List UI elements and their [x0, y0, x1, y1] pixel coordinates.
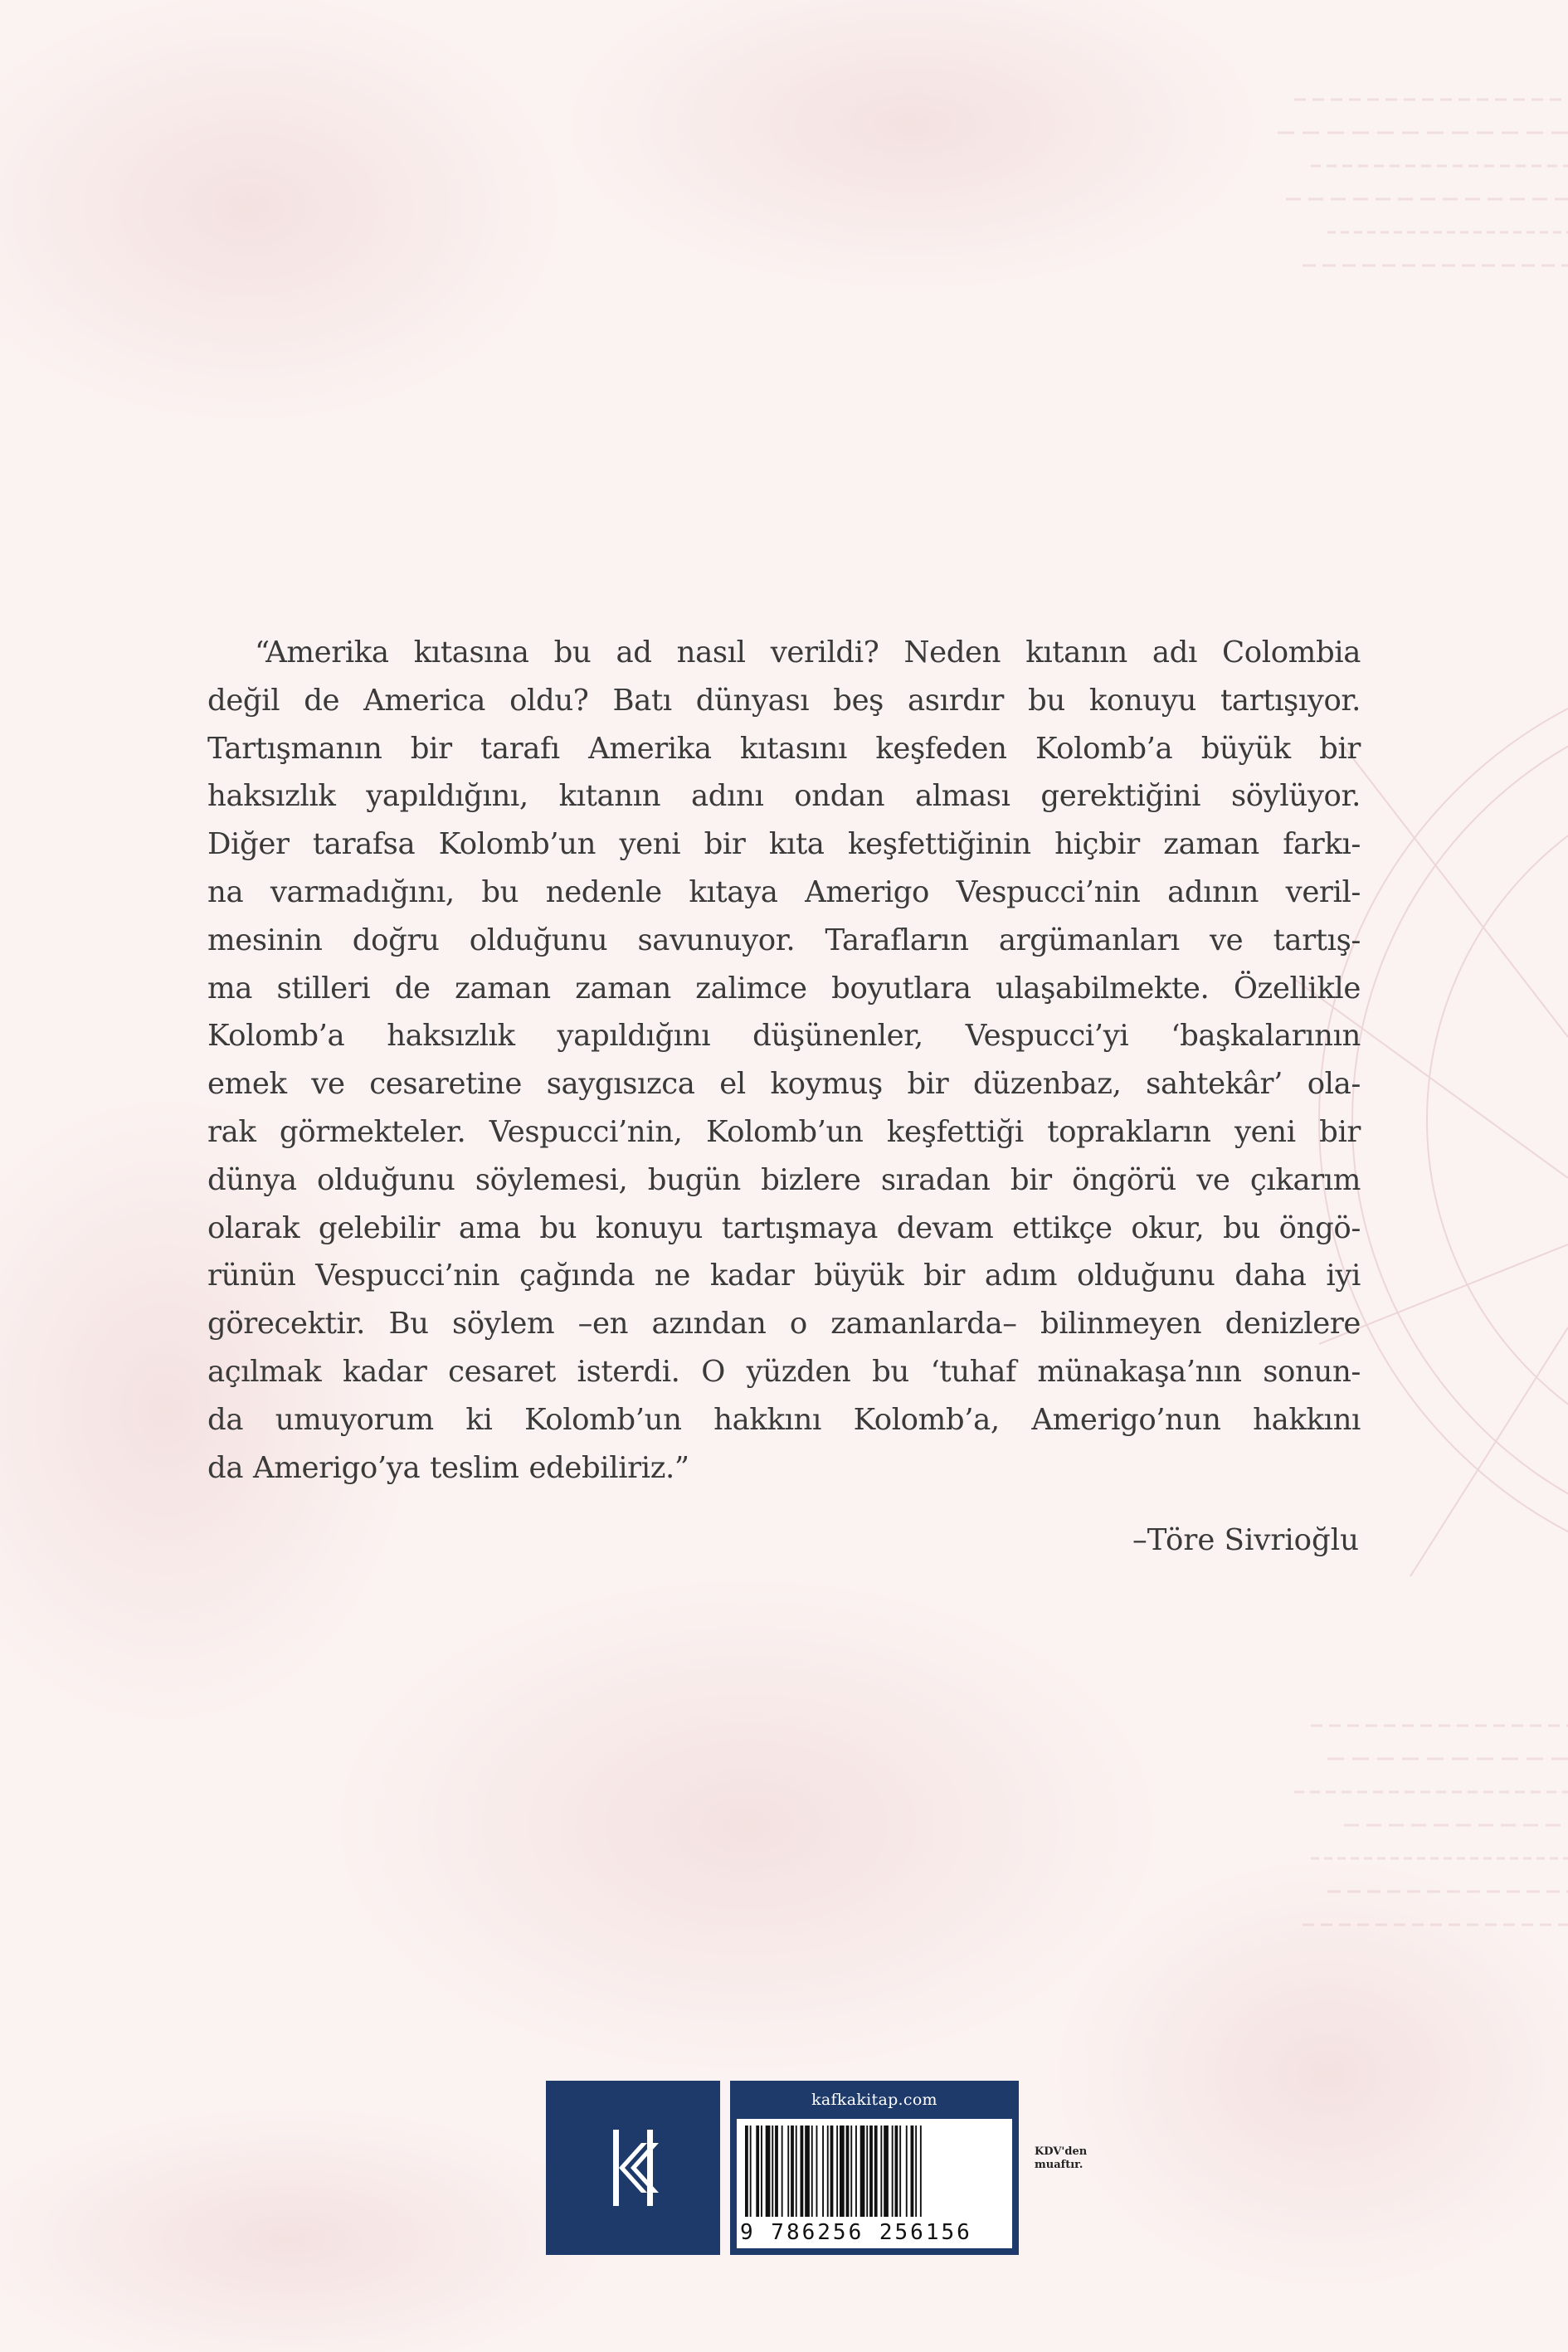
- quote-line: emek ve cesaretine saygısızca el koymuş bir düzenbaz, sahtekâr’ ola-: [207, 1067, 1361, 1102]
- barcode-bar: [827, 2126, 829, 2217]
- barcode-bar: [816, 2126, 818, 2217]
- barcode-bar: [874, 2126, 878, 2217]
- barcode-bar: [869, 2126, 873, 2217]
- barcode-bar: [860, 2126, 865, 2217]
- barcode-block: [730, 2081, 1019, 2255]
- barcode-bar: [756, 2126, 759, 2217]
- quote-line: rünün Vespucci’nin çağında ne kadar büyük bir adım olduğunu daha iyi: [207, 1259, 1361, 1293]
- barcode-bar: [884, 2126, 889, 2217]
- quote-line: rak görmekteler. Vespucci’nin, Kolomb’un keşfettiği toprakların yeni bir: [207, 1114, 1361, 1149]
- barcode-bar: [911, 2126, 914, 2217]
- quote-line: Diğer tarafsa Kolomb’un yeni bir kıta keşfettiğinin hiçbir zaman farkı-: [207, 827, 1361, 862]
- barcode-bar: [840, 2126, 845, 2217]
- quote-line: “Amerika kıtasına bu ad nasıl verildi? Neden kıtanın adı Colombia: [255, 635, 1361, 670]
- barcode-bar: [750, 2126, 752, 2217]
- barcode-bar: [805, 2126, 810, 2217]
- quote-line: ma stilleri de zaman zaman zalimce boyutlara ulaşabilmekte. Özellikle: [207, 971, 1361, 1006]
- barcode-bar: [745, 2126, 748, 2217]
- barcode-bar: [866, 2126, 868, 2217]
- barcode-bar: [772, 2126, 773, 2217]
- isbn-number: 9 786256 256156: [740, 2220, 972, 2245]
- barcode-bar: [906, 2126, 908, 2217]
- quote-attribution: –Töre Sivrioğlu: [1132, 1523, 1359, 1557]
- barcode-bar: [761, 2126, 762, 2217]
- barcode-bar: [855, 2126, 857, 2217]
- barcode-bar: [796, 2126, 797, 2217]
- quote-line: na varmadığını, bu nedenle kıtaya Amerigo Vespucci’nin adının veril-: [207, 874, 1361, 909]
- quote-line: da umuyorum ki Kolomb’un hakkını Kolomb’a, Amerigo’nun hakkını: [207, 1402, 1361, 1437]
- tax-note: [1035, 2145, 1093, 2172]
- barcode-bar: [791, 2126, 794, 2217]
- isbn-barcode-panel: [737, 2119, 1012, 2248]
- barcode-bar: [920, 2126, 922, 2217]
- quote-line: dünya olduğunu söylemesi, bugün bizlere sıradan bir öngörü ve çıkarım: [207, 1162, 1361, 1197]
- quote-line: Kolomb’a haksızlık yapıldığını düşünenler, Vespucci’yi ‘başkalarının: [207, 1019, 1361, 1054]
- barcode-bar: [899, 2126, 901, 2217]
- quote-line: açılmak kadar cesaret isterdi. O yüzden bu ‘tuhaf münakaşa’nın sonun-: [207, 1354, 1361, 1389]
- barcode-bar: [782, 2126, 783, 2217]
- barcode-bar: [880, 2126, 882, 2217]
- barcode-bar: [850, 2126, 852, 2217]
- quote-line: Tartışmanın bir tarafı Amerika kıtasını keşfeden Kolomb’a büyük bir: [207, 731, 1361, 766]
- barcode-bar: [822, 2126, 824, 2217]
- barcode-bar: [846, 2126, 850, 2217]
- publisher-website: kafkakitap.com: [811, 2091, 937, 2109]
- quote-line: mesinin doğru olduğunu savunuyor. Tarafların argümanları ve tartış-: [207, 923, 1361, 957]
- barcode-bar: [801, 2126, 804, 2217]
- quote-line: görecektir. Bu söylem –en azından o zamanlarda– bilinmeyen denizlere: [207, 1307, 1361, 1342]
- tax-note-line-2: muaftır.: [1035, 2159, 1083, 2171]
- quote-line: da Amerigo’ya teslim edebiliriz.”: [207, 1450, 689, 1485]
- publisher-logo: [546, 2081, 720, 2255]
- barcode-bar: [811, 2126, 813, 2217]
- quote-line: olarak gelebilir ama bu konuyu tartışmaya devam ettikçe okur, bu öngö-: [207, 1210, 1361, 1245]
- barcode-bar: [766, 2126, 771, 2217]
- barcode-bar: [775, 2126, 778, 2217]
- barcode-bar: [830, 2126, 834, 2217]
- tax-note-line-1: KDV'den: [1035, 2145, 1088, 2158]
- barcode-bar: [892, 2126, 894, 2217]
- quote-line: değil de America oldu? Batı dünyası beş asırdır bu konuyu tartışıyor.: [207, 683, 1361, 718]
- barcode-bar: [787, 2126, 789, 2217]
- barcode-bar: [836, 2126, 838, 2217]
- barcode-bars: [737, 2119, 1012, 2220]
- back-cover-quote: [207, 629, 1361, 1492]
- kafka-k-logo-icon: [583, 2118, 683, 2218]
- barcode-bar: [895, 2126, 898, 2217]
- quote-line: haksızlık yapıldığını, kıtanın adını ondan alması gerektiğini söylüyor.: [207, 779, 1361, 814]
- barcode-bar: [915, 2126, 917, 2217]
